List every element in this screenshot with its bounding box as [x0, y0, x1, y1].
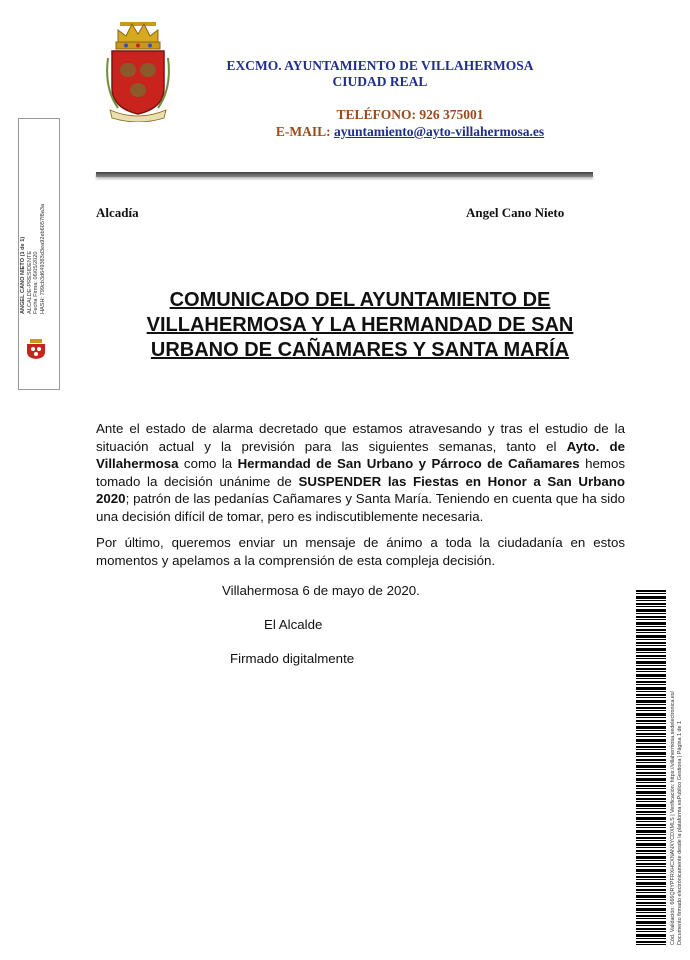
email-link[interactable]: ayuntamiento@ayto-villahermosa.es — [333, 124, 545, 139]
place-date: Villahermosa 6 de mayo de 2020. — [222, 583, 420, 598]
stamp-line-3: Fecha Firma: 06/05/2020 — [33, 251, 40, 314]
signer-role: El Alcalde — [264, 617, 323, 632]
p1-bold-suspender: SUSPENDER las Fiestas en Honor a San Urbano 2020 — [96, 473, 625, 506]
sender-office: Alcadía — [96, 205, 139, 220]
contact-block — [200, 106, 620, 140]
org-province: CIUDAD REAL — [332, 74, 428, 89]
stamp-line-1: ANGEL CANO NIETO (1 de 1) — [20, 236, 26, 314]
p1-bold-ayto: Ayto. de Villahermosa — [96, 438, 625, 471]
stamp-line-2: ALCALDE-PRESIDENTE — [26, 250, 33, 314]
verification-line-2: Documento firmado electrónicamente desde la plataforma esPublico Gestiona | Página 1 de 1 — [676, 720, 683, 945]
stamp-line-4: HASH: 799cb3d649363d3ea92eb6057f8a3a — [39, 203, 46, 314]
letterhead — [160, 58, 600, 90]
phone-line: TELÉFONO: 926 375001 — [336, 107, 484, 122]
paragraph-2: Por último, queremos enviar un mensaje de ánimo a toda la ciudadanía en estos momentos y apelamos a la comprensión de esta compleja decisión. — [96, 535, 625, 568]
p1-text-a: Ante el estado de alarma decretado que estamos atravesando y tras el estudio de la situación actual y la previsión para las siguientes semanas, tanto el — [96, 421, 625, 454]
signature-note: Firmado digitalmente — [230, 651, 355, 666]
verification-line-1: Cód. Validación: 666QRYPFRXHCXNANXYCDXMLS | Verificación: https://villahermosa.sedelectronica.es/ — [670, 690, 676, 945]
title-line-3: URBANO DE CAÑAMARES Y SANTA MARÍA — [150, 339, 570, 361]
title-line-1: COMUNICADO DEL AYUNTAMIENTO DE — [169, 289, 551, 311]
document-title — [118, 288, 602, 363]
stamp-crest-icon — [24, 338, 48, 360]
email-line — [200, 123, 620, 140]
p1-bold-hermandad: Hermandad de San Urbano y Párroco de Cañamares — [237, 456, 580, 471]
org-name: EXCMO. AYUNTAMIENTO DE VILLAHERMOSA — [226, 58, 534, 73]
sender-name: Angel Cano Nieto — [466, 205, 565, 220]
p1-text-c: como la — [178, 456, 238, 471]
paragraph-1 — [96, 420, 625, 525]
signature-stamp-text — [20, 14, 46, 314]
p1-text-e: hemos tomado la decisión unánime de — [96, 456, 625, 489]
verification-text — [670, 605, 683, 945]
header-divider — [96, 172, 593, 177]
p1-text-g: ; patrón de las pedanías Cañamares y Santa María. Teniendo en cuenta que ha sido una decisión difícil de tomar, pero es indiscutiblemente necesaria. — [96, 491, 625, 524]
email-label: E-MAIL: — [275, 124, 331, 139]
title-line-2: VILLAHERMOSA Y LA HERMANDAD DE SAN — [146, 314, 574, 336]
verification-barcode — [636, 590, 666, 945]
